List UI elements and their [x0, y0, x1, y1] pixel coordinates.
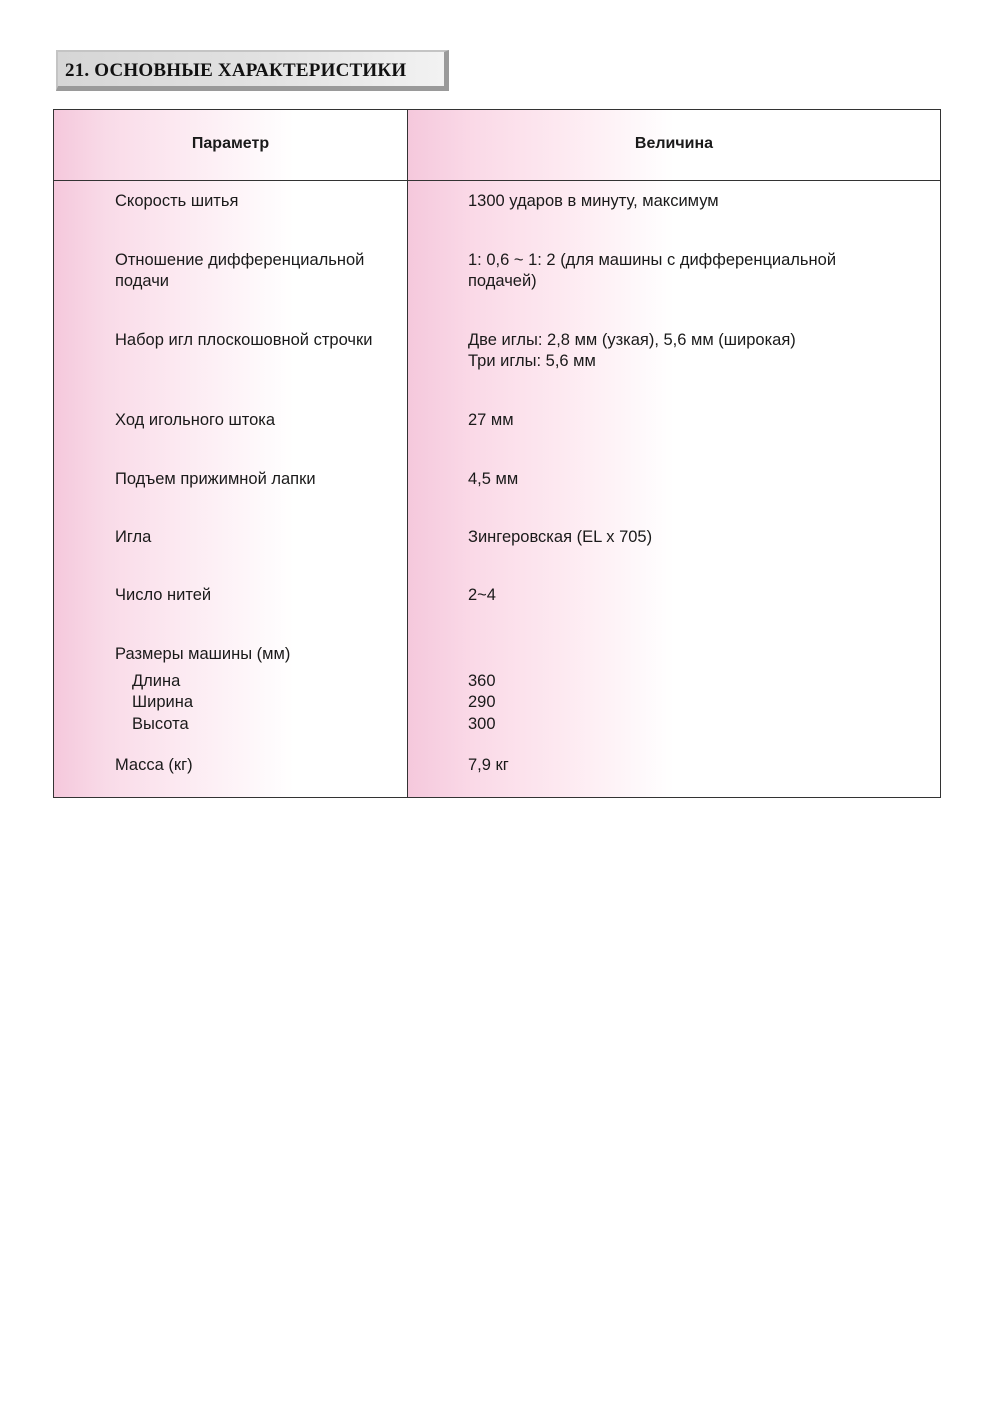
row-needle-set-parameter: Набор игл плоскошовной строчки — [115, 331, 373, 349]
row-needle-value: Зингеровская (EL x 705) — [468, 528, 653, 546]
row-differential-feed-value-line2: подачей) — [468, 272, 537, 290]
row-sewing-speed-value: 1300 ударов в минуту, максимум — [468, 192, 719, 210]
section-title: 21. ОСНОВНЫЕ ХАРАКТЕРИСТИКИ — [65, 60, 407, 81]
header-parameter: Параметр — [191, 135, 270, 152]
row-thread-count-value: 2~4 — [468, 586, 496, 604]
row-needle-bar-stroke-parameter: Ход игольного штока — [115, 411, 276, 429]
row-differential-feed-value-line1: 1: 0,6 ~ 1: 2 (для машины с дифференциальной — [468, 251, 837, 269]
specifications-table — [53, 109, 941, 798]
row-height-value: 300 — [468, 715, 496, 733]
header-divider — [54, 180, 940, 181]
row-weight-parameter: Масса (кг) — [115, 756, 193, 774]
row-machine-dimensions-parameter: Размеры машины (мм) — [115, 645, 291, 663]
row-length-parameter: Длина — [132, 672, 181, 690]
row-differential-feed-parameter-line1: Отношение дифференциальной — [115, 251, 365, 269]
row-needle-set-value-line2: Три иглы: 5,6 мм — [468, 352, 596, 370]
row-height-parameter: Высота — [132, 715, 189, 733]
row-needle-parameter: Игла — [115, 528, 152, 546]
row-differential-feed-parameter-line2: подачи — [115, 272, 170, 290]
row-needle-set-value-line1: Две иглы: 2,8 мм (узкая), 5,6 мм (широкая) — [468, 331, 796, 349]
row-weight-value: 7,9 кг — [468, 756, 509, 774]
row-sewing-speed-parameter: Скорость шитья — [115, 192, 239, 210]
row-presser-foot-lift-parameter: Подъем прижимной лапки — [115, 470, 316, 488]
row-needle-bar-stroke-value: 27 мм — [468, 411, 514, 429]
row-length-value: 360 — [468, 672, 496, 690]
header-value: Величина — [634, 135, 714, 152]
row-width-value: 290 — [468, 693, 496, 711]
row-presser-foot-lift-value: 4,5 мм — [468, 470, 519, 488]
row-width-parameter: Ширина — [132, 693, 194, 711]
row-thread-count-parameter: Число нитей — [115, 586, 212, 604]
section-title-box — [56, 50, 449, 91]
parameter-column — [54, 110, 407, 797]
